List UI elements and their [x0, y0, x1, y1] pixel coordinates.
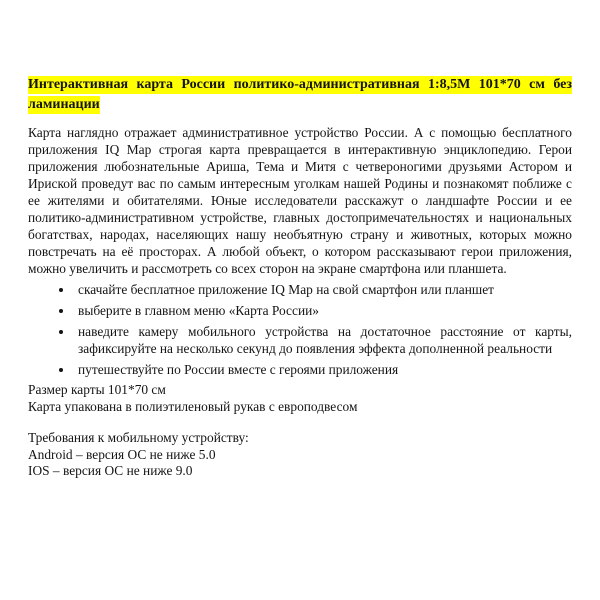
requirements-header: Требования к мобильному устройству:	[28, 430, 249, 445]
instructions-list	[28, 281, 572, 378]
product-description: Карта наглядно отражает административное устройство России. А с помощью бесплатного приложения IQ Map строгая карта превращается в интерактивную энциклопедию. Герои приложения любознательные Ариша, Тема и Митя с четвероногими друзьями Астором и Ириской проведут вас по самым интересным уголкам нашей Родины и познакомят поближе с ее жителями и обитателями. Юные исследователи расскажут о ландшафте России и ее политико-административном устройстве, главных достопримечательностях и национальных богатствах, народах, населяющих нашу необъятную страну и животных, которых можно повстречать на её просторах. А любой объект, о котором рассказывают герои приложения, можно увеличить и рассмотреть со всех сторон на экране смартфона или планшета.	[28, 125, 572, 276]
list-item: • выберите в главном меню «Карта России»	[74, 302, 572, 319]
list-item: • наведите камеру мобильного устройства на достаточное расстояние от карты, зафиксируйте на несколько секунд до появления эффекта дополненной реальности	[74, 323, 572, 357]
list-item: • скачайте бесплатное приложение IQ Map на свой смартфон или планшет	[74, 281, 572, 298]
packaging-line: Карта упакована в полиэтиленовый рукав с европодвесом	[28, 398, 358, 414]
list-item: • путешествуйте по России вместе с героями приложения	[74, 361, 572, 378]
requirement-ios: IOS – версия ОС не ниже 9.0	[28, 463, 193, 478]
map-size-line: Размер карты 101*70 см	[28, 382, 166, 397]
product-title	[28, 75, 572, 115]
requirement-android: Android – версия ОС не ниже 5.0	[28, 446, 216, 462]
title-highlight: Интерактивная карта России политико-административная 1:8,5М 101*70 см без ламинации	[28, 77, 572, 112]
